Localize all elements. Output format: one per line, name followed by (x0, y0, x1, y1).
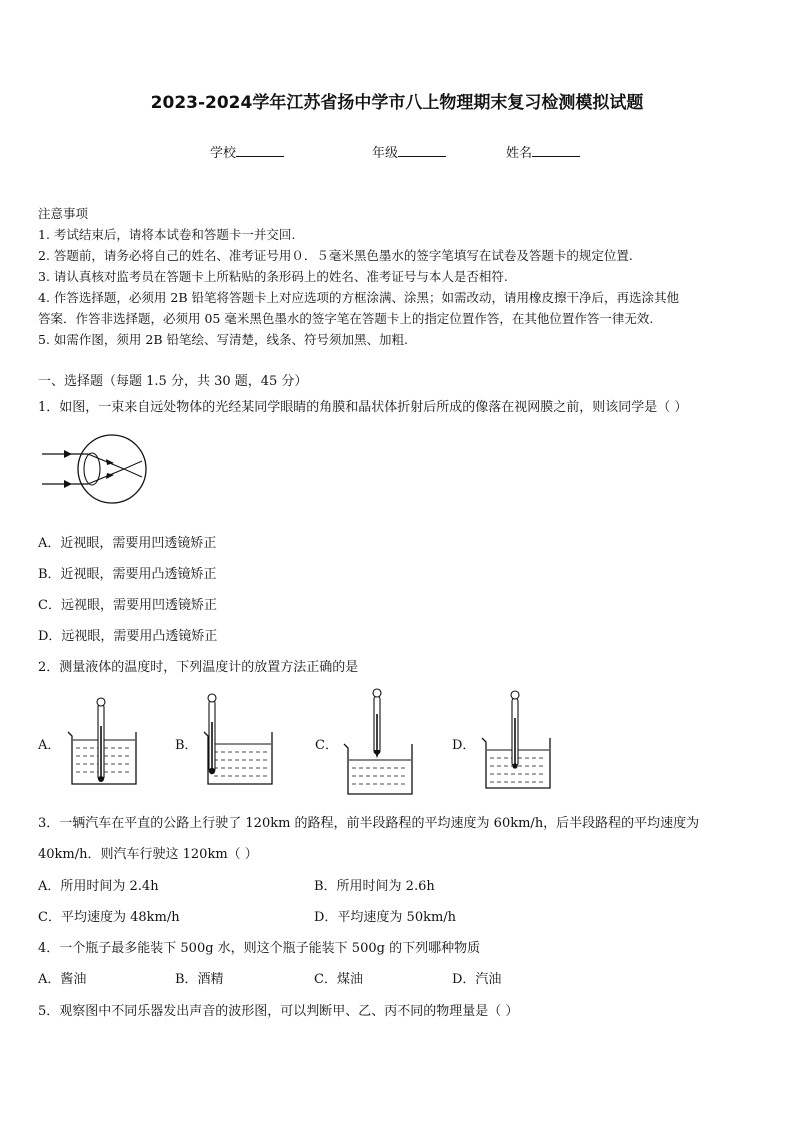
question-1-option-a: A．近视眼，需要用凹透镜矫正 (38, 536, 217, 551)
notice-item: 4. 作答选择题，必须用 2B 铅笔将答题卡上对应选项的方框涂满、涂黑；如需改动，请用橡皮擦干净后，再选涂其他 (38, 290, 679, 305)
question-2-label-a: A． (38, 738, 61, 753)
notice-item: 2. 答题前，请务必将自己的姓名、准考证号用０．５毫米黑色墨水的签字笔填写在试卷及答题卡的规定位置. (38, 248, 633, 263)
grade-label: 年级 (372, 146, 399, 161)
name-field (506, 142, 580, 161)
eye-diagram (40, 432, 150, 507)
question-4-option-a: A．酱油 (38, 972, 87, 987)
question-1-option-c: C．远视眼，需要用凹透镜矫正 (38, 598, 217, 613)
question-3-option-a: A．所用时间为 2.4h (38, 879, 159, 894)
school-blank (236, 144, 284, 157)
question-4-option-c: C．煤油 (314, 972, 363, 987)
notice-item: 3. 请认真核对监考员在答题卡上所粘贴的条形码上的姓名、准考证号与本人是否相符. (38, 269, 508, 284)
question-5-stem: 5．观察图中不同乐器发出声音的波形图，可以判断甲、乙、丙不同的物理量是（ ） (38, 1004, 519, 1019)
grade-field (372, 142, 446, 161)
question-4-option-d: D．汽油 (452, 972, 502, 987)
grade-blank (398, 144, 446, 157)
section-heading: 一、选择题（每题 1.5 分，共 30 题，45 分） (38, 374, 308, 389)
question-3-stem-line2: 40km/h．则汽车行驶这 120km（ ） (38, 847, 258, 862)
question-4-stem: 4．一个瓶子最多能装下 500g 水，则这个瓶子能装下 500g 的下列哪种物质 (38, 941, 481, 956)
school-field (210, 142, 284, 161)
question-2-stem: 2．测量液体的温度时，下列温度计的放置方法正确的是 (38, 660, 359, 675)
question-1-option-b: B．近视眼，需要用凸透镜矫正 (38, 567, 217, 582)
question-1-option-d: D．远视眼，需要用凸透镜矫正 (38, 629, 218, 644)
thermometer-beaker-c (340, 688, 420, 798)
thermometer-beaker-d (478, 690, 558, 790)
thermometer-beaker-a (64, 696, 144, 788)
question-2-label-d: D． (452, 738, 476, 753)
question-4-option-b: B．酒精 (175, 972, 224, 987)
page-title: 2023-2024学年江苏省扬中学市八上物理期末复习检测模拟试题 (150, 93, 644, 113)
notice-heading: 注意事项 (38, 206, 89, 221)
notice-item: 答案．作答非选择题，必须用 05 毫米黑色墨水的签字笔在答题卡上的指定位置作答，在其他位置作答一律无效. (38, 311, 654, 326)
question-1-stem: 1．如图，一束来自远处物体的光经某同学眼睛的角膜和晶状体折射后所成的像落在视网膜之前，则该同学是（ ） (38, 400, 688, 415)
notice-item: 5. 如需作图，须用 2B 铅笔绘、写清楚，线条、符号须加黑、加粗. (38, 332, 408, 347)
question-3-option-d: D．平均速度为 50km/h (314, 910, 457, 925)
question-3-stem-line1: 3．一辆汽车在平直的公路上行驶了 120km 的路程，前半段路程的平均速度为 60km/h，后半段路程的平均速度为 (38, 816, 700, 831)
thermometer-beaker-b (200, 692, 280, 788)
notice-item: 1. 考试结束后，请将本试卷和答题卡一并交回. (38, 227, 296, 242)
question-2-label-b: B． (175, 738, 198, 753)
name-label: 姓名 (506, 146, 533, 161)
question-2-label-c: C． (315, 738, 338, 753)
school-label: 学校 (210, 146, 237, 161)
name-blank (532, 144, 580, 157)
question-3-option-b: B．所用时间为 2.6h (314, 879, 435, 894)
question-3-option-c: C．平均速度为 48km/h (38, 910, 180, 925)
